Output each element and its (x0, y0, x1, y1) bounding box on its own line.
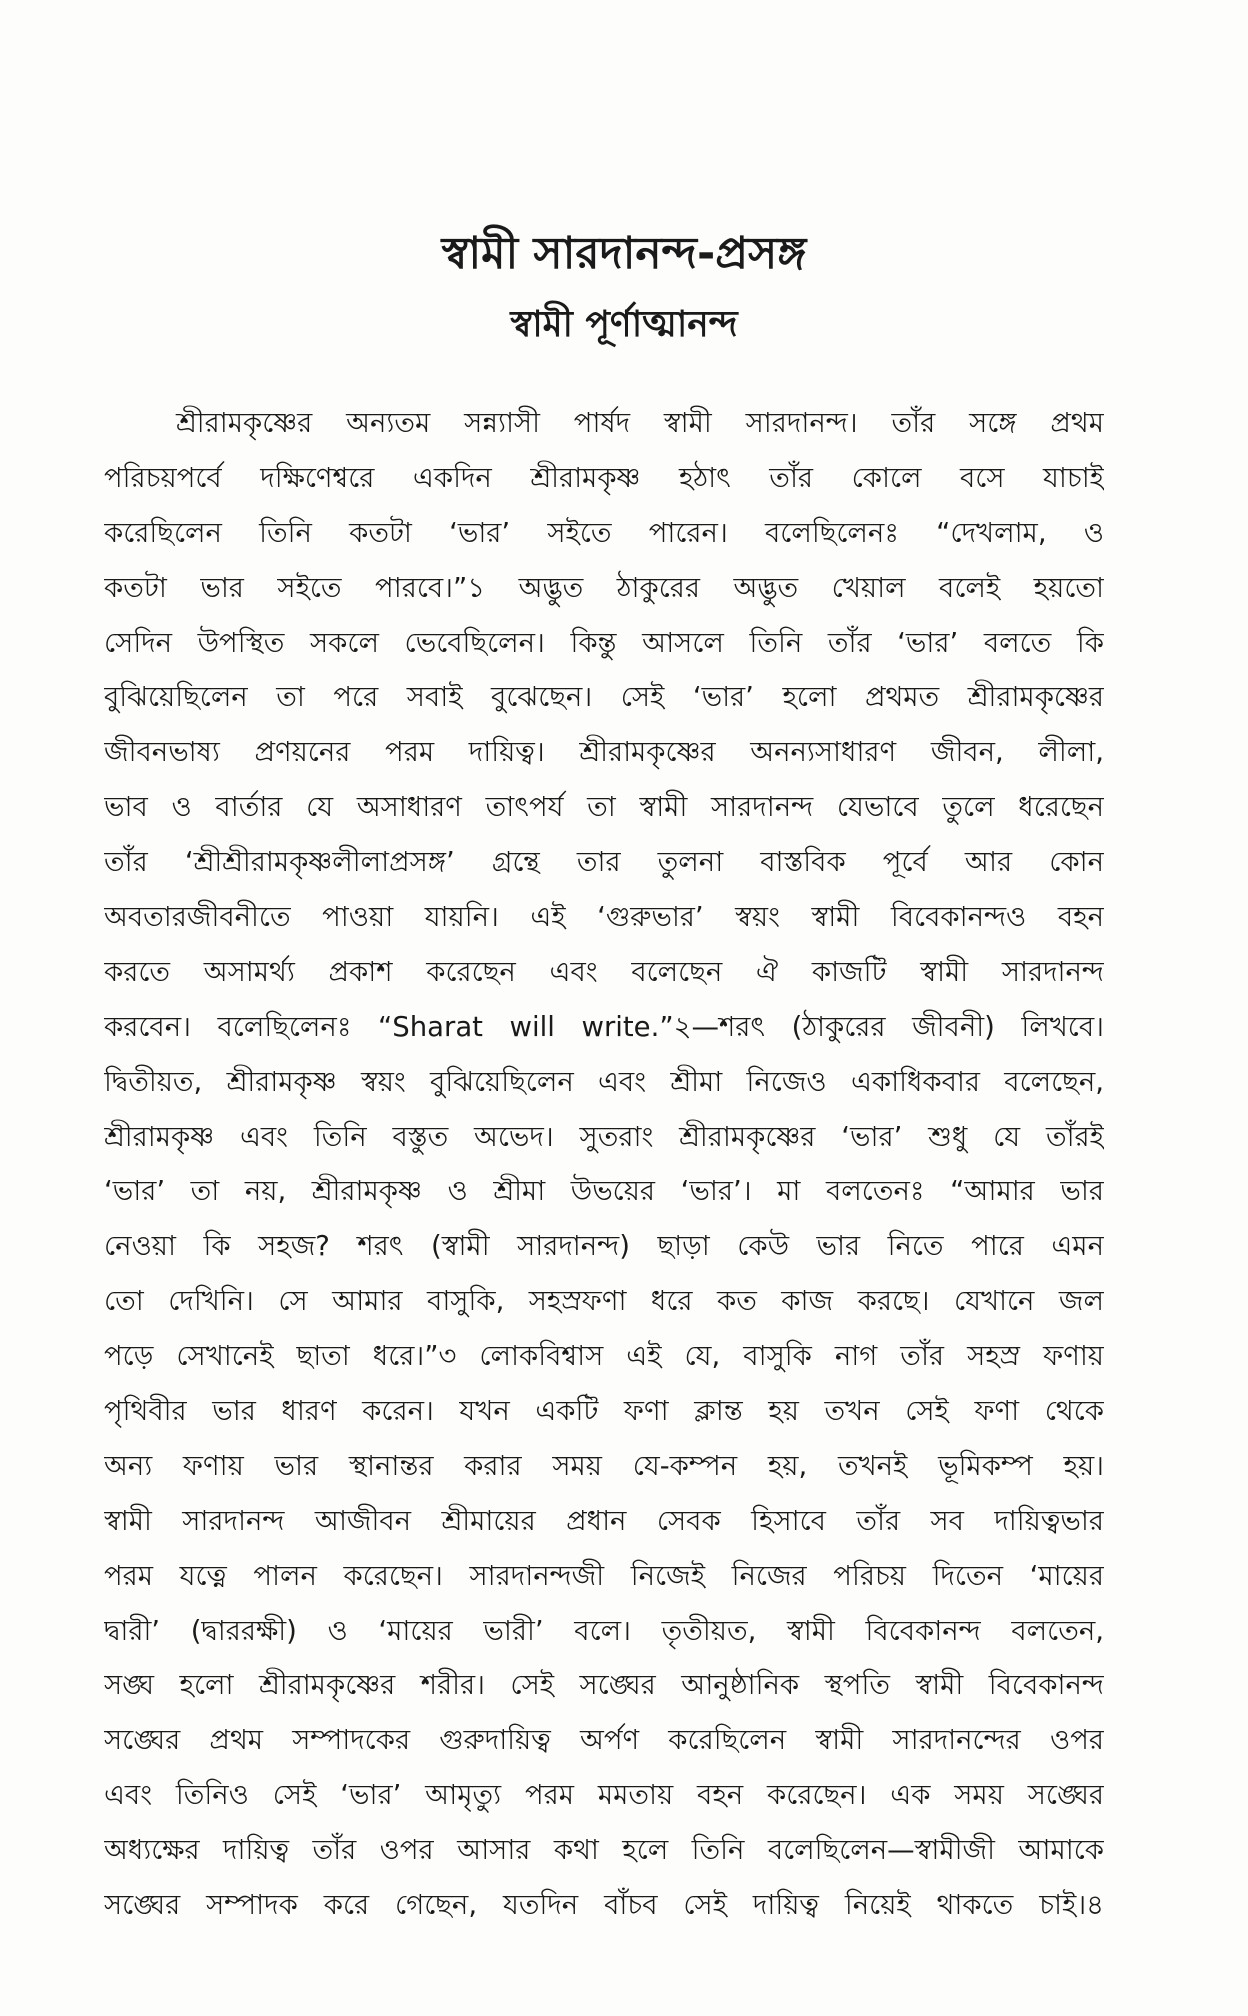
body-line: দ্বারী’ (দ্বাররক্ষী) ও ‘মায়ের ভারী’ বলে। তৃতীয়ত, স্বামী বিবেকানন্দ বলতেন, (104, 1614, 1104, 1647)
body-line: পরিচয়পর্বে দক্ষিণেশ্বরে একদিন শ্রীরামকৃষ্ণ হঠাৎ তাঁর কোলে বসে যাচাই (104, 461, 1104, 494)
body-line: সঙ্ঘের সম্পাদক করে গেছেন, যতদিন বাঁচব সেই দায়িত্ব নিয়েই থাকতে চাই।৪ (104, 1889, 1104, 1922)
body-line: নেওয়া কি সহজ? শরৎ (স্বামী সারদানন্দ) ছাড়া কেউ ভার নিতে পারে এমন (104, 1230, 1104, 1263)
body-line: অন্য ফণায় ভার স্থানান্তর করার সময় যে-কম্পন হয়, তখনই ভূমিকম্প হয়। (104, 1449, 1104, 1482)
body-line: করবেন। বলেছিলেনঃ “Sharat will write.”২—শরৎ (ঠাকুরের জীবনী) লিখবে। (104, 1010, 1104, 1043)
body-line: সঙ্ঘ হলো শ্রীরামকৃষ্ণের শরীর। সেই সঙ্ঘের আনুষ্ঠানিক স্থপতি স্বামী বিবেকানন্দ (104, 1669, 1104, 1702)
body-line: ‘ভার’ তা নয়, শ্রীরামকৃষ্ণ ও শ্রীমা উভয়ের ‘ভার’। মা বলতেনঃ “আমার ভার (104, 1175, 1104, 1208)
body-line: পৃথিবীর ভার ধারণ করেন। যখন একটি ফণা ক্লান্ত হয় তখন সেই ফণা থেকে (104, 1395, 1104, 1428)
body-line: কতটা ভার সইতে পারবে।”১ অদ্ভুত ঠাকুরের অদ্ভুত খেয়াল বলেই হয়তো (104, 571, 1104, 604)
body-line: করেছিলেন তিনি কতটা ‘ভার’ সইতে পারেন। বলেছিলেনঃ “দেখলাম, ও (104, 516, 1104, 549)
body-line: দ্বিতীয়ত, শ্রীরামকৃষ্ণ স্বয়ং বুঝিয়েছিলেন এবং শ্রীমা নিজেও একাধিকবার বলেছেন, (104, 1065, 1104, 1098)
body-line: অবতারজীবনীতে পাওয়া যায়নি। এই ‘গুরুভার’ স্বয়ং স্বামী বিবেকানন্দও বহন (104, 901, 1104, 934)
body-line: পরম যত্নে পালন করেছেন। সারদানন্দজী নিজেই নিজের পরিচয় দিতেন ‘মায়ের (104, 1559, 1104, 1592)
article-body (104, 396, 1104, 1933)
article-title: স্বামী সারদানন্দ-প্রসঙ্গ (441, 228, 807, 279)
body-line: শ্রীরামকৃষ্ণ এবং তিনি বস্তুত অভেদ। সুতরাং শ্রীরামকৃষ্ণের ‘ভার’ শুধু যে তাঁরই (104, 1120, 1104, 1153)
body-line: পড়ে সেখানেই ছাতা ধরে।”৩ লোকবিশ্বাস এই যে, বাসুকি নাগ তাঁর সহস্র ফণায় (104, 1340, 1104, 1373)
body-line: করতে অসামর্থ্য প্রকাশ করেছেন এবং বলেছেন ঐ কাজটি স্বামী সারদানন্দ (104, 955, 1104, 988)
body-line: এবং তিনিও সেই ‘ভার’ আমৃত্যু পরম মমতায় বহন করেছেন। এক সময় সঙ্ঘের (104, 1779, 1104, 1812)
body-line: ভাব ও বার্তার যে অসাধারণ তাৎপর্য তা স্বামী সারদানন্দ যেভাবে তুলে ধরেছেন (104, 791, 1104, 824)
body-line: শ্রীরামকৃষ্ণের অন্যতম সন্ন্যাসী পার্ষদ স্বামী সারদানন্দ। তাঁর সঙ্গে প্রথম (176, 407, 1104, 439)
body-line: তো দেখিনি। সে আমার বাসুকি, সহস্রফণা ধরে কত কাজ করছে। যেখানে জল (104, 1285, 1104, 1318)
body-line: অধ্যক্ষের দায়িত্ব তাঁর ওপর আসার কথা হলে তিনি বলেছিলেন—স্বামীজী আমাকে (104, 1834, 1104, 1867)
body-line: জীবনভাষ্য প্রণয়নের পরম দায়িত্ব। শ্রীরামকৃষ্ণের অনন্যসাধারণ জীবন, লীলা, (104, 736, 1104, 769)
body-line: বুঝিয়েছিলেন তা পরে সবাই বুঝেছেন। সেই ‘ভার’ হলো প্রথমত শ্রীরামকৃষ্ণের (104, 681, 1104, 714)
body-line: সেদিন উপস্থিত সকলে ভেবেছিলেন। কিন্তু আসলে তিনি তাঁর ‘ভার’ বলতে কি (104, 626, 1104, 659)
body-line: তাঁর ‘শ্রীশ্রীরামকৃষ্ণলীলাপ্রসঙ্গ’ গ্রন্থে তার তুলনা বাস্তবিক পূর্বে আর কোন (104, 846, 1104, 879)
body-line: সঙ্ঘের প্রথম সম্পাদকের গুরুদায়িত্ব অর্পণ করেছিলেন স্বামী সারদানন্দের ওপর (104, 1724, 1104, 1757)
body-line: স্বামী সারদানন্দ আজীবন শ্রীমায়ের প্রধান সেবক হিসাবে তাঁর সব দায়িত্বভার (104, 1504, 1104, 1537)
article-author: স্বামী পূর্ণাত্মানন্দ (510, 304, 738, 345)
